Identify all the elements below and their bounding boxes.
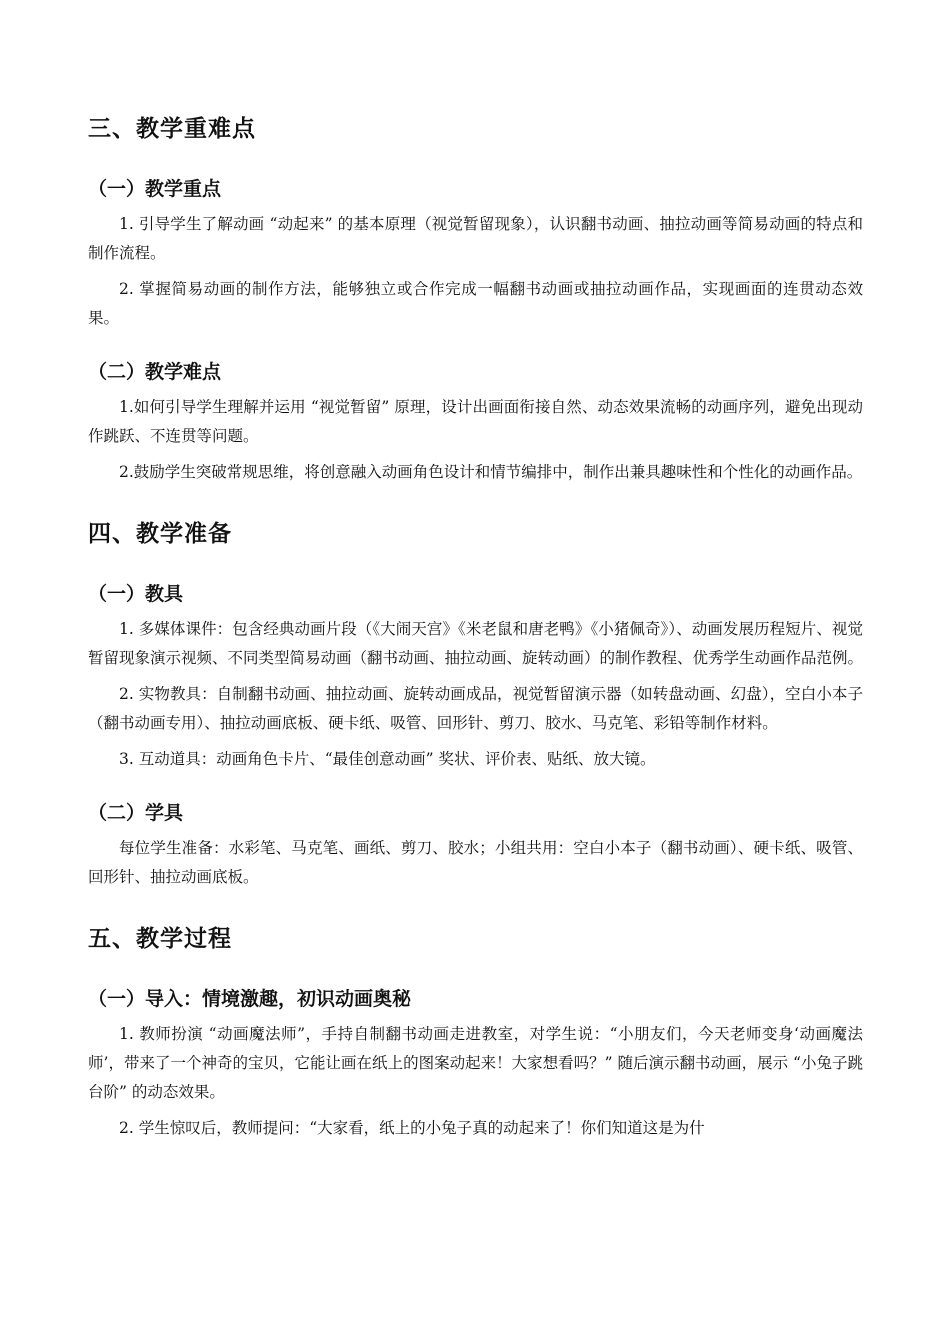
paragraph: 每位学生准备：水彩笔、马克笔、画纸、剪刀、胶水；小组共用：空白小本子（翻书动画）、硬卡纸、吸管、回形针、抽拉动画底板。 <box>88 839 863 886</box>
section-heading: 四、教学准备 <box>88 521 232 547</box>
paragraph: 1.如何引导学生理解并运用 “视觉暂留” 原理，设计出画面衔接自然、动态效果流畅的动画序列，避免出现动作跳跃、不连贯等问题。 <box>88 398 863 445</box>
section-heading: 三、教学重难点 <box>88 116 256 142</box>
subsection-heading: （二）学具 <box>88 802 184 824</box>
paragraph: 1. 多媒体课件：包含经典动画片段（《大闹天宫》《米老鼠和唐老鸭》《小猪佩奇》）、动画发展历程短片、视觉暂留现象演示视频、不同类型简易动画（翻书动画、抽拉动画、旋转动画）的制作教程、优秀学生动画作品范例。 <box>88 620 864 667</box>
paragraph: 1. 教师扮演 “动画魔法师”，手持自制翻书动画走进教室，对学生说：“小朋友们，今天老师变身‘动画魔法师’，带来了一个神奇的宝贝，它能让画在纸上的图案动起来！大家想看吗？” 随后演示翻书动画，展示 “小兔子跳台阶” 的动态效果。 <box>88 1025 863 1101</box>
subsection-heading: （一）导入：情境激趣，初识动画奥秘 <box>88 988 412 1010</box>
paragraph: 3. 互动道具：动画角色卡片、“最佳创意动画” 奖状、评价表、贴纸、放大镜。 <box>119 750 656 768</box>
subsection-heading: （一）教学重点 <box>88 178 222 200</box>
subsection-heading: （一）教具 <box>88 583 184 605</box>
paragraph: 1. 引导学生了解动画 “动起来” 的基本原理（视觉暂留现象），认识翻书动画、抽拉动画等简易动画的特点和制作流程。 <box>88 215 863 262</box>
paragraph: 2. 掌握简易动画的制作方法，能够独立或合作完成一幅翻书动画或抽拉动画作品，实现画面的连贯动态效果。 <box>88 280 863 327</box>
document-page <box>88 112 863 1143</box>
paragraph: 2.鼓励学生突破常规思维，将创意融入动画角色设计和情节编排中，制作出兼具趣味性和个性化的动画作品。 <box>119 463 863 481</box>
subsection-heading: （二）教学难点 <box>88 361 222 383</box>
paragraph: 2. 学生惊叹后，教师提问：“大家看，纸上的小兔子真的动起来了！你们知道这是为什 <box>119 1119 705 1137</box>
section-heading: 五、教学过程 <box>88 926 232 952</box>
paragraph: 2. 实物教具：自制翻书动画、抽拉动画、旋转动画成品，视觉暂留演示器（如转盘动画、幻盘），空白小本子（翻书动画专用）、抽拉动画底板、硬卡纸、吸管、回形针、剪刀、胶水、马克笔、彩铅等制作材料。 <box>88 685 863 732</box>
